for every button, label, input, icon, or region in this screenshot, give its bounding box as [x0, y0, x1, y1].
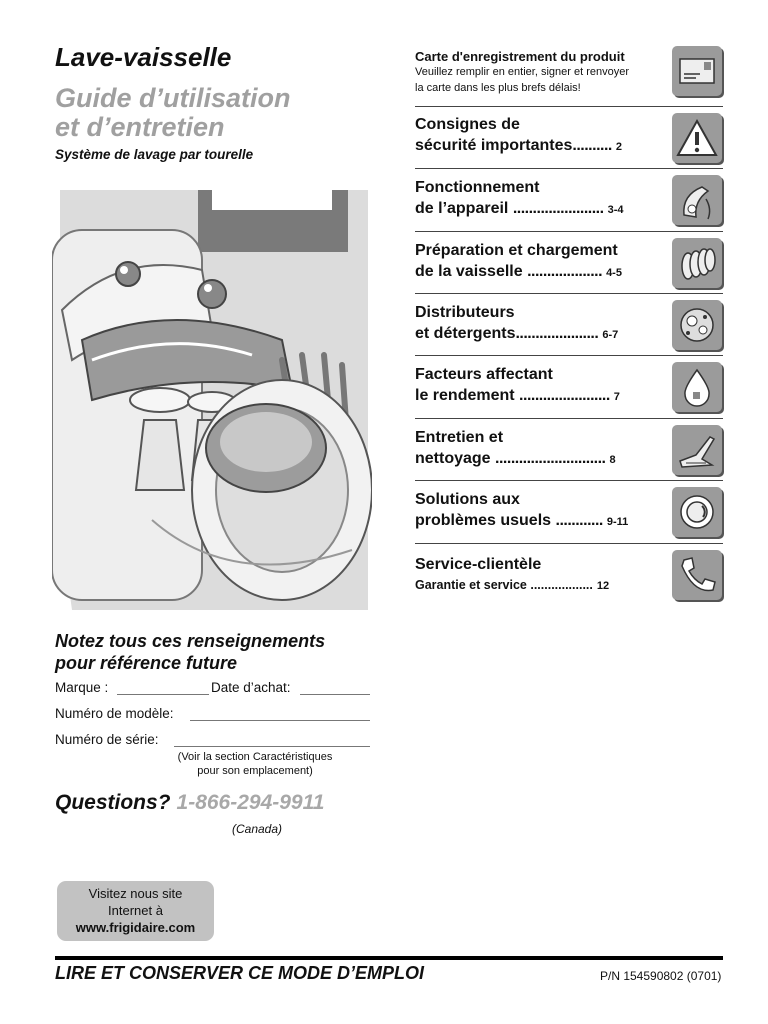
toc-item-maintenance[interactable]: [415, 419, 723, 481]
performance-text: [415, 364, 661, 408]
detergents-line-2: et détergents..................... 6-7: [415, 325, 619, 342]
dishwasher-illustration: [52, 190, 372, 610]
registration-title: Carte d'enregistrement du produit: [415, 49, 625, 64]
purchase-date-label: Date d’achat:: [211, 680, 291, 695]
safety-line-2: sécurité importantes.......... 2: [415, 137, 622, 154]
website-box: [57, 881, 214, 941]
page-number: 4-5: [606, 267, 622, 279]
operation-line-1: Fonctionnement: [415, 179, 540, 196]
safety-text: [415, 114, 661, 158]
phone-number[interactable]: 1-866-294-9911: [176, 791, 325, 814]
page-number: 7: [613, 391, 620, 403]
operation-line-2: de l’appareil ....................... 3-4: [415, 200, 624, 217]
page-number: 8: [609, 454, 616, 466]
part-number: P/N 154590802 (0701): [600, 969, 722, 983]
cleaning-hand-icon: [672, 425, 722, 475]
page-number: 12: [596, 580, 610, 592]
serial-number-label: Numéro de série:: [55, 732, 159, 747]
visit-line-2: Internet à: [108, 903, 163, 918]
troubleshooting-line-1: Solutions aux: [415, 491, 520, 508]
registration-desc-1: Veuillez remplir en entier, signer et renvoyer: [415, 66, 629, 78]
footer-divider: [55, 956, 723, 960]
service-line-2: Garantie et service .................. 12: [415, 578, 610, 592]
visit-line-1: Visitez nous site: [88, 886, 183, 901]
notes-title: [55, 630, 325, 674]
page-number: 2: [615, 141, 622, 153]
water-drop-icon: [672, 362, 722, 412]
table-of-contents: [415, 44, 723, 604]
mail-card-icon: [672, 46, 722, 96]
document-subtitle: [55, 84, 291, 142]
performance-line-1: Facteurs affectant: [415, 366, 553, 383]
serial-hint: [170, 750, 340, 778]
model-number-label: Numéro de modèle:: [55, 706, 174, 721]
service-text: [415, 554, 661, 592]
serial-hint-line-1: (Voir la section Caractéristiques: [177, 751, 333, 763]
loading-line-1: Préparation et chargement: [415, 242, 618, 259]
troubleshooting-text: [415, 489, 661, 533]
phone-region: (Canada): [232, 822, 283, 836]
page-number: 3-4: [607, 204, 624, 216]
maintenance-line-2: nettoyage ............................ 8: [415, 450, 616, 467]
detergent-icon: [672, 300, 722, 350]
toc-item-operation[interactable]: [415, 169, 723, 232]
toc-item-loading[interactable]: [415, 232, 723, 294]
brand-label: Marque :: [55, 680, 109, 695]
loading-text: [415, 240, 661, 284]
troubleshooting-line-2: problèmes usuels ............ 9-11: [415, 512, 629, 529]
registration-text: [415, 49, 661, 96]
serial-hint-line-2: pour son emplacement): [197, 765, 313, 777]
operation-text: [415, 177, 661, 221]
performance-line-2: le rendement ....................... 7: [415, 387, 620, 404]
purchase-date-field[interactable]: [300, 680, 370, 695]
registration-desc-2: la carte dans les plus brefs délais!: [415, 82, 581, 94]
serial-number-field[interactable]: [174, 732, 370, 747]
plate-icon: [672, 487, 722, 537]
detergents-text: [415, 302, 661, 346]
service-line-1: Service-clientèle: [415, 556, 542, 573]
questions-label: Questions?: [55, 791, 171, 814]
brand-field[interactable]: [117, 680, 209, 695]
dishes-rack-icon: [672, 238, 722, 288]
questions-line: [55, 791, 324, 815]
warning-icon: [672, 113, 722, 163]
hand-press-icon: [672, 175, 722, 225]
maintenance-text: [415, 427, 661, 471]
model-number-field[interactable]: [190, 706, 370, 721]
toc-item-detergents[interactable]: [415, 294, 723, 356]
page-number: 9-11: [606, 516, 629, 528]
toc-item-safety[interactable]: [415, 107, 723, 169]
read-and-keep-notice: LIRE ET CONSERVER CE MODE D’EMPLOI: [55, 963, 425, 983]
phone-icon: [672, 550, 722, 600]
toc-item-service[interactable]: [415, 544, 723, 604]
toc-item-troubleshooting[interactable]: [415, 481, 723, 544]
notes-title-line-1: Notez tous ces renseignements: [55, 631, 326, 651]
loading-line-2: de la vaisselle ................... 4-5: [415, 263, 622, 280]
safety-line-1: Consignes de: [415, 116, 520, 133]
notes-title-line-2: pour référence future: [55, 653, 238, 673]
website-link[interactable]: www.frigidaire.com: [75, 920, 196, 935]
subtitle-line-1: Guide d’utilisation: [55, 83, 291, 113]
detergents-line-1: Distributeurs: [415, 304, 515, 321]
system-tagline: Système de lavage par tourelle: [55, 147, 254, 162]
toc-item-performance[interactable]: [415, 356, 723, 419]
toc-item-registration[interactable]: [415, 44, 723, 107]
document-title: Lave-vaisselle: [55, 42, 232, 72]
maintenance-line-1: Entretien et: [415, 429, 504, 446]
page-number: 6-7: [602, 329, 619, 341]
subtitle-line-2: et d’entretien: [55, 112, 225, 142]
